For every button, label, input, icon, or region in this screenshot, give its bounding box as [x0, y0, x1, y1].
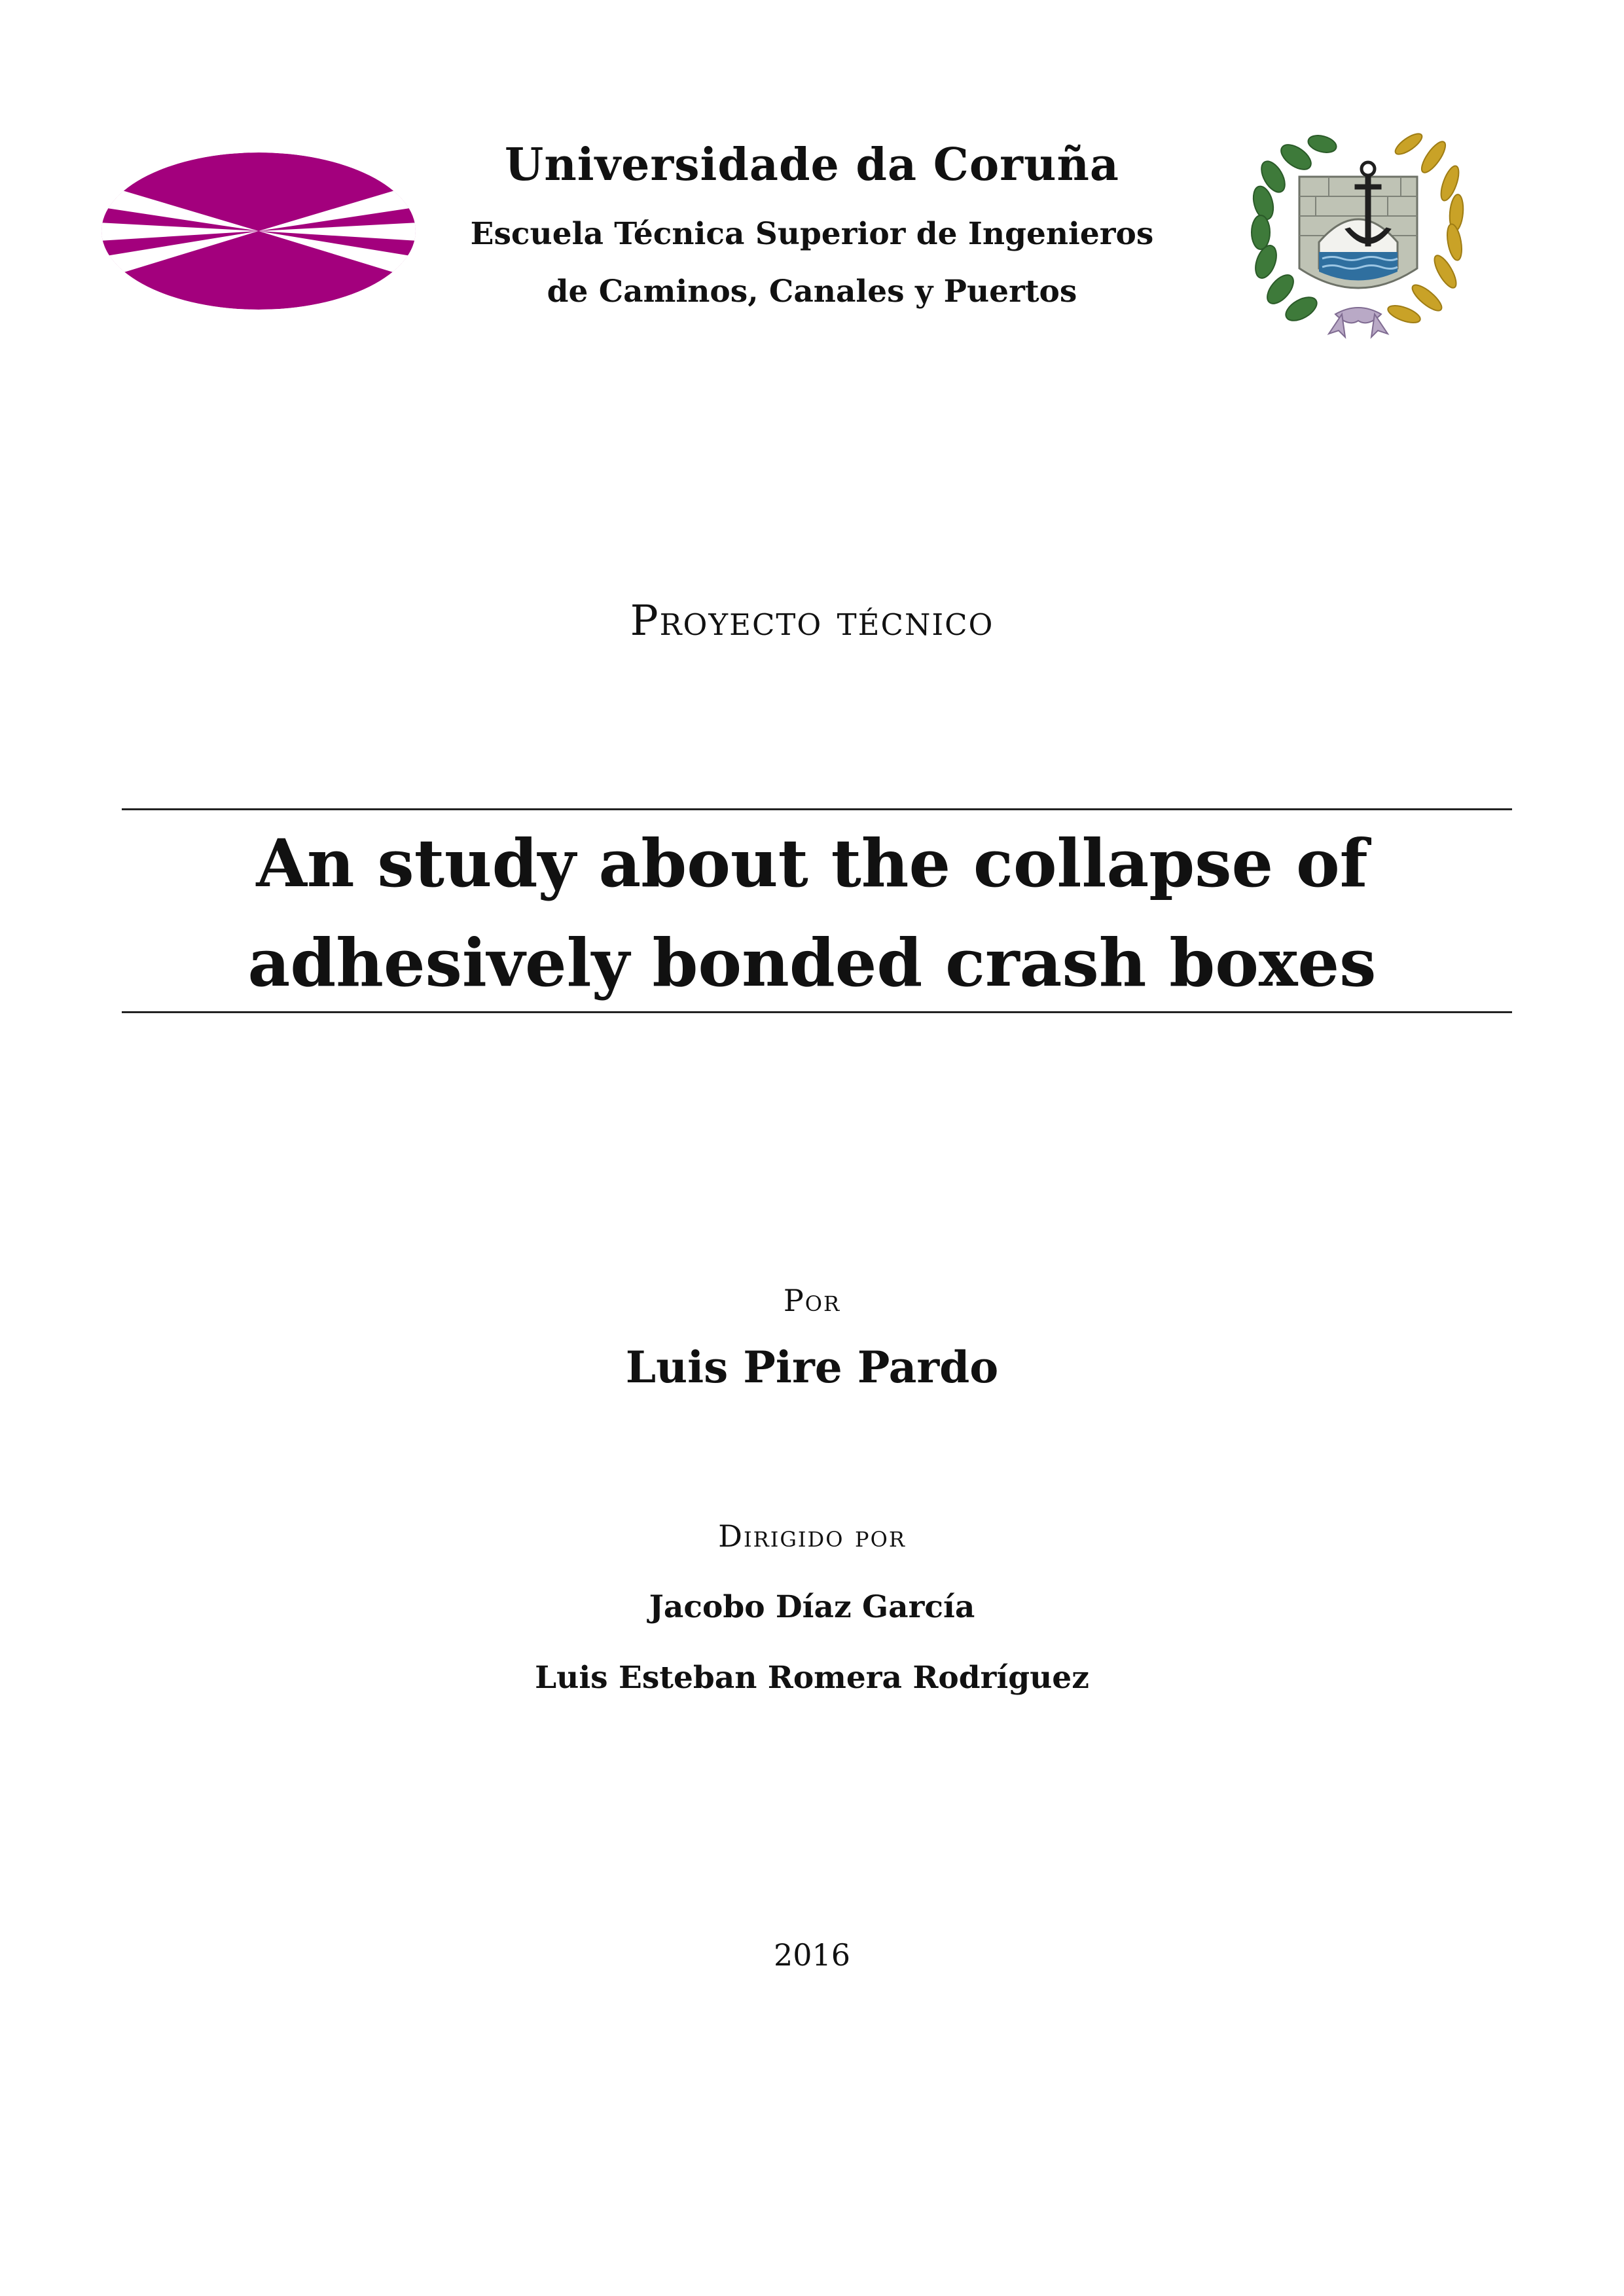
- project-type: Proyecto técnico: [630, 597, 994, 645]
- advisor-name: Jacobo Díaz García: [649, 1589, 975, 1625]
- advisor-name: Luis Esteban Romera Rodríguez: [535, 1660, 1089, 1696]
- title-line2: adhesively bonded crash boxes: [247, 924, 1377, 1001]
- school-name-line2: de Caminos, Canales y Puertos: [547, 274, 1077, 310]
- title-rule-bottom: [122, 1011, 1512, 1013]
- advisors-label: Dirigido por: [718, 1518, 906, 1554]
- author-name: Luis Pire Pardo: [625, 1342, 999, 1393]
- author-label: Por: [783, 1283, 841, 1318]
- title-rule-top: [122, 808, 1512, 810]
- school-seal-icon: [1237, 118, 1479, 347]
- year: 2016: [773, 1937, 851, 1973]
- university-name: Universidade da Coruña: [505, 139, 1119, 191]
- school-name-line1: Escuela Técnica Superior de Ingenieros: [470, 216, 1154, 252]
- title-line1: An study about the collapse of: [256, 825, 1368, 902]
